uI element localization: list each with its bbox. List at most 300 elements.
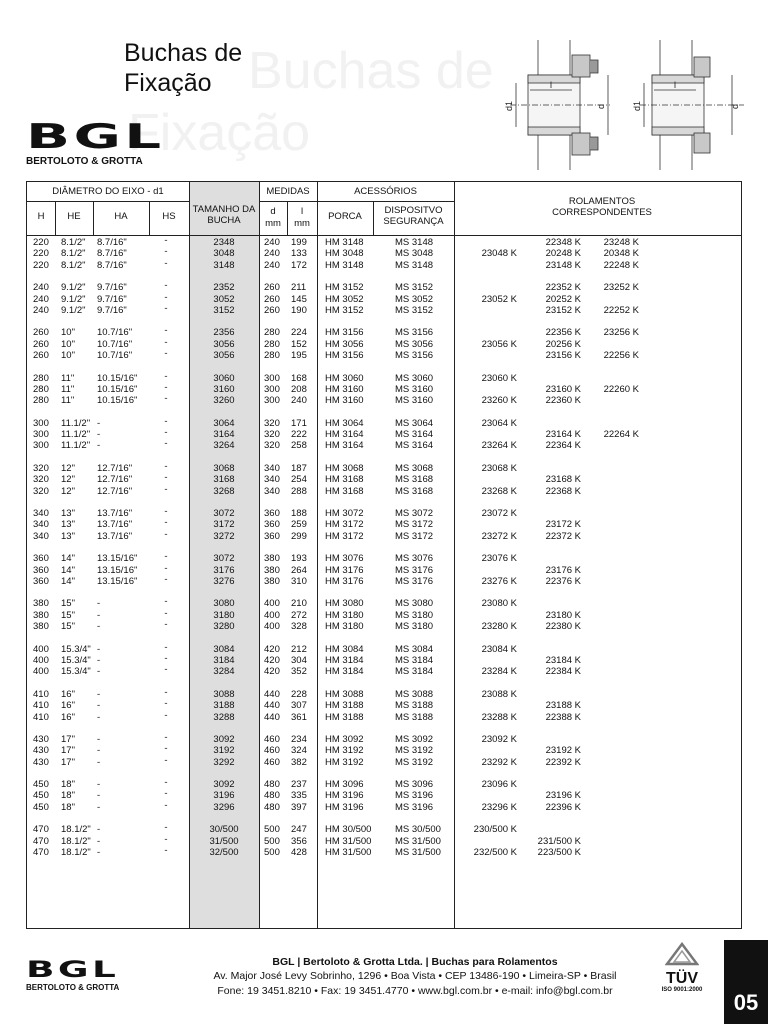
cell-l: 188 [291, 508, 307, 520]
cell-dispositivo: MS 3156 [395, 327, 434, 339]
cell-h: 400 [33, 654, 49, 666]
cell-rolamento-3: 22252 K [603, 304, 639, 316]
cell-ha: - [97, 654, 101, 666]
table-row [27, 257, 741, 271]
bushing-drawing [500, 35, 750, 175]
cell-d: 400 [264, 621, 280, 633]
cell-l: 224 [291, 327, 307, 339]
table-row [27, 553, 741, 564]
cell-rolamento-2: 23160 K [545, 383, 581, 395]
cell-d: 240 [264, 259, 280, 271]
cell-ha: 12.7/16" [97, 474, 133, 486]
cell-ha: 12.7/16" [97, 462, 133, 474]
cell-rolamento-2: 22360 K [545, 395, 581, 407]
cell-ha: 10.15/16" [97, 372, 138, 384]
header-diametro: DIÂMETRO DO EIXO - d1 [52, 186, 164, 197]
row-group [27, 824, 741, 858]
cell-hs: - [164, 460, 168, 472]
table-row [27, 237, 741, 248]
cell-h: 470 [33, 824, 49, 836]
cell-dispositivo: MS 3160 [395, 383, 434, 395]
cell-porca: HM 3068 [325, 462, 364, 474]
cell-d: 260 [264, 282, 280, 294]
cell-ha: - [97, 666, 101, 678]
row-group [27, 460, 741, 497]
cell-he: 15" [61, 621, 75, 633]
table-row [27, 291, 741, 305]
cell-he: 16" [61, 688, 75, 700]
cell-rolamento-3: 22260 K [603, 383, 639, 395]
cell-l: 228 [291, 688, 307, 700]
cell-ha: 13.15/16" [97, 553, 138, 565]
cell-rolamento-2: 23152 K [545, 304, 581, 316]
cell-hs: - [164, 257, 168, 269]
cell-tamanho: 30/500 [209, 824, 239, 836]
cell-he: 15.3/4" [61, 654, 91, 666]
footer-address: Av. Major José Levy Sobrinho, 1296 • Boa Vista • CEP 13486-190 • Limeira-SP • Brasil [213, 970, 617, 982]
cell-h: 240 [33, 282, 49, 294]
cell-rolamento-2: 23164 K [545, 429, 581, 441]
label-d-right: d [730, 103, 740, 109]
cell-he: 11" [61, 395, 75, 407]
cell-ha: 12.7/16" [97, 485, 133, 497]
table-row [27, 440, 741, 451]
cell-l: 212 [291, 643, 307, 655]
label-l-right: l [674, 80, 676, 90]
cell-rolamento-1: 23092 K [481, 733, 517, 745]
cell-d: 340 [264, 474, 280, 486]
cell-rolamento-1: 23080 K [481, 598, 517, 610]
cell-ha: 8.7/16" [97, 248, 127, 260]
cell-l: 152 [291, 338, 307, 350]
cell-l: 237 [291, 779, 307, 791]
cell-tamanho: 3272 [213, 530, 235, 542]
cell-d: 400 [264, 609, 280, 621]
cell-d: 300 [264, 383, 280, 395]
cell-h: 320 [33, 474, 49, 486]
table-row [27, 847, 741, 858]
header-he: HE [67, 211, 81, 222]
cell-l: 208 [291, 383, 307, 395]
cell-ha: - [97, 790, 101, 802]
cell-dispositivo: MS 3192 [395, 756, 434, 768]
table-row [27, 460, 741, 474]
cell-he: 9.1/2" [61, 304, 86, 316]
cell-he: 11.1/2" [61, 440, 91, 452]
cell-porca: HM 3188 [325, 711, 364, 723]
cell-rolamento-1: 232/500 K [473, 847, 517, 859]
table-row [27, 745, 741, 756]
cell-l: 324 [291, 745, 307, 757]
cell-porca: HM 3060 [325, 372, 364, 384]
cell-porca: HM 3064 [325, 417, 364, 429]
cell-d: 260 [264, 304, 280, 316]
cell-tamanho: 3276 [213, 575, 235, 587]
cell-dispositivo: MS 3092 [395, 733, 434, 745]
cell-tamanho: 3284 [213, 666, 235, 678]
cell-rolamento-2: 20256 K [545, 338, 581, 350]
cell-dispositivo: MS 3164 [395, 429, 434, 441]
cell-porca: HM 3056 [325, 338, 364, 350]
cell-h: 470 [33, 847, 49, 859]
cell-l: 247 [291, 824, 307, 836]
cell-porca: HM 3096 [325, 779, 364, 791]
cell-he: 16" [61, 711, 75, 723]
cell-tamanho: 3180 [213, 609, 235, 621]
cell-d: 480 [264, 779, 280, 791]
cell-he: 9.1/2" [61, 282, 86, 294]
table-row [27, 621, 741, 632]
header-ha: HA [114, 211, 128, 222]
cell-hs: - [164, 743, 168, 755]
cell-h: 300 [33, 440, 49, 452]
row-group [27, 282, 741, 316]
cell-d: 400 [264, 598, 280, 610]
cell-tamanho: 3196 [213, 790, 235, 802]
logo-brand: BGL [26, 117, 165, 157]
cell-l: 356 [291, 835, 307, 847]
cell-d: 300 [264, 395, 280, 407]
cell-tamanho: 3092 [213, 779, 235, 791]
cell-porca: HM 3192 [325, 745, 364, 757]
table-row [27, 508, 741, 519]
cell-h: 260 [33, 350, 49, 362]
cell-tamanho: 3148 [213, 259, 235, 271]
cell-h: 360 [33, 553, 49, 565]
cell-rolamento-2: 22380 K [545, 621, 581, 633]
cell-l: 258 [291, 440, 307, 452]
cell-h: 320 [33, 485, 49, 497]
cell-d: 420 [264, 643, 280, 655]
header-porca: PORCA [328, 211, 362, 222]
cell-porca: HM 3164 [325, 440, 364, 452]
cell-d: 500 [264, 847, 280, 859]
bgl-logo [26, 117, 165, 167]
cell-h: 430 [33, 733, 49, 745]
cell-d: 320 [264, 417, 280, 429]
cell-d: 340 [264, 485, 280, 497]
cell-d: 480 [264, 790, 280, 802]
cell-d: 460 [264, 756, 280, 768]
cell-l: 190 [291, 304, 307, 316]
cell-he: 14" [61, 575, 75, 587]
cell-ha: - [97, 824, 101, 836]
cell-l: 264 [291, 564, 307, 576]
cell-rolamento-1: 23048 K [481, 248, 517, 260]
cell-d: 280 [264, 327, 280, 339]
cell-tamanho: 3260 [213, 395, 235, 407]
cell-d: 280 [264, 338, 280, 350]
logo-brand-footer: BGL [26, 958, 120, 983]
cell-rolamento-1: 23064 K [481, 417, 517, 429]
cell-tamanho: 3264 [213, 440, 235, 452]
cell-d: 280 [264, 350, 280, 362]
cell-ha: 9.7/16" [97, 304, 127, 316]
header-acessorios: ACESSÓRIOS [354, 186, 417, 197]
label-d-left: d [596, 103, 606, 109]
cell-he: 17" [61, 733, 75, 745]
iso-label: ISO 9001:2000 [661, 987, 703, 993]
cell-tamanho: 3152 [213, 304, 235, 316]
cell-hs: - [164, 506, 168, 518]
cell-d: 440 [264, 688, 280, 700]
cell-h: 410 [33, 688, 49, 700]
cell-h: 430 [33, 756, 49, 768]
header-tamanho: TAMANHO DA BUCHA [192, 204, 256, 226]
cell-tamanho: 3176 [213, 564, 235, 576]
cell-dispositivo: MS 3188 [395, 711, 434, 723]
cell-ha: - [97, 417, 101, 429]
cell-d: 480 [264, 801, 280, 813]
cell-he: 18.1/2" [61, 824, 91, 836]
cell-h: 220 [33, 248, 49, 260]
cell-he: 13" [61, 508, 75, 520]
cell-rolamento-1: 23280 K [481, 621, 517, 633]
title-watermark-line2: Fixação [128, 104, 311, 162]
cell-hs: - [164, 370, 168, 382]
table-row [27, 652, 741, 666]
cell-l: 382 [291, 756, 307, 768]
cell-porca: HM 3160 [325, 383, 364, 395]
row-group [27, 641, 741, 678]
cell-ha: 13.7/16" [97, 530, 133, 542]
cell-h: 360 [33, 564, 49, 576]
cell-hs: - [164, 709, 168, 721]
cell-dispositivo: MS 3184 [395, 654, 434, 666]
cell-dispositivo: MS 3080 [395, 598, 434, 610]
cell-l: 299 [291, 530, 307, 542]
cell-rolamento-2: 23192 K [545, 745, 581, 757]
cell-h: 340 [33, 519, 49, 531]
page-number: 05 [733, 990, 759, 1015]
cell-rolamento-1: 23268 K [481, 485, 517, 497]
cell-h: 340 [33, 530, 49, 542]
cell-rolamento-1: 23068 K [481, 462, 517, 474]
cell-hs: - [164, 528, 168, 540]
cell-ha: 13.7/16" [97, 519, 133, 531]
cell-porca: HM 3172 [325, 519, 364, 531]
cell-l: 335 [291, 790, 307, 802]
header-d-unit: mm [265, 218, 281, 229]
cell-tamanho: 3072 [213, 508, 235, 520]
cell-l: 222 [291, 429, 307, 441]
cell-porca: HM 3188 [325, 700, 364, 712]
cell-l: 133 [291, 248, 307, 260]
grid-line [27, 235, 741, 236]
cell-d: 420 [264, 654, 280, 666]
cell-rolamento-2: 23180 K [545, 609, 581, 621]
cell-rolamento-3: 20348 K [603, 248, 639, 260]
footer-company: BGL | Bertoloto & Grotta Ltda. | Buchas para Rolamentos [272, 956, 558, 968]
table-row [27, 415, 741, 429]
logo-subtitle-footer: BERTOLOTO & GROTTA [26, 983, 120, 992]
cell-dispositivo: MS 3060 [395, 372, 434, 384]
cell-rolamento-2: 22348 K [545, 237, 581, 248]
cell-hs: - [164, 652, 168, 664]
cell-dispositivo: MS 3068 [395, 462, 434, 474]
row-group [27, 327, 741, 361]
table-row [27, 666, 741, 677]
cell-he: 14" [61, 553, 75, 565]
cell-porca: HM 3184 [325, 654, 364, 666]
footer-contact: Fone: 19 3451.8210 • Fax: 19 3451.4770 • www.bgl.com.br • e-mail: info@bgl.com.br [217, 985, 613, 997]
cell-d: 360 [264, 530, 280, 542]
cell-he: 11" [61, 383, 75, 395]
table-row [27, 824, 741, 835]
table-row [27, 528, 741, 542]
cell-he: 8.1/2" [61, 248, 86, 260]
cell-rolamento-3: 23252 K [603, 282, 639, 294]
cell-dispositivo: MS 3052 [395, 293, 434, 305]
cell-l: 397 [291, 801, 307, 813]
cell-ha: - [97, 847, 101, 859]
table-row [27, 474, 741, 485]
cell-rolamento-1: 23056 K [481, 338, 517, 350]
cell-tamanho: 3064 [213, 417, 235, 429]
cell-h: 280 [33, 383, 49, 395]
cell-hs: - [164, 415, 168, 427]
cell-he: 18.1/2" [61, 847, 91, 859]
cell-tamanho: 3188 [213, 700, 235, 712]
cell-d: 420 [264, 666, 280, 678]
cell-rolamento-2: 23184 K [545, 654, 581, 666]
cell-dispositivo: MS 3056 [395, 338, 434, 350]
cell-h: 450 [33, 790, 49, 802]
table-row [27, 607, 741, 621]
cell-dispositivo: MS 3088 [395, 688, 434, 700]
cell-h: 280 [33, 372, 49, 384]
table-row [27, 686, 741, 700]
cell-he: 18" [61, 790, 75, 802]
cell-rolamento-1: 23272 K [481, 530, 517, 542]
cell-rolamento-1: 23288 K [481, 711, 517, 723]
cell-rolamento-2: 22368 K [545, 485, 581, 497]
cell-l: 288 [291, 485, 307, 497]
cell-tamanho: 3068 [213, 462, 235, 474]
cell-tamanho: 3048 [213, 248, 235, 260]
cell-l: 352 [291, 666, 307, 678]
table-row [27, 395, 741, 406]
cell-dispositivo: MS 3064 [395, 417, 434, 429]
table-row [27, 282, 741, 293]
cell-tamanho: 3280 [213, 621, 235, 633]
table-row [27, 350, 741, 361]
page-title-line1: Buchas de [124, 39, 243, 67]
table-row [27, 799, 741, 813]
cell-dispositivo: MS 3196 [395, 801, 434, 813]
cell-dispositivo: MS 3176 [395, 564, 434, 576]
row-group [27, 370, 741, 407]
cell-porca: HM 3048 [325, 248, 364, 260]
cell-ha: 13.7/16" [97, 508, 133, 520]
cell-h: 410 [33, 711, 49, 723]
row-group [27, 553, 741, 587]
cell-rolamento-1: 23096 K [481, 779, 517, 791]
cell-tamanho: 2356 [213, 327, 235, 339]
cell-d: 500 [264, 835, 280, 847]
cell-tamanho: 3292 [213, 756, 235, 768]
cell-rolamento-3: 23256 K [603, 327, 639, 339]
cell-hs: - [164, 607, 168, 619]
cell-he: 15" [61, 609, 75, 621]
cell-h: 300 [33, 429, 49, 441]
cell-he: 18" [61, 779, 75, 791]
cell-dispositivo: MS 3184 [395, 666, 434, 678]
table-row [27, 598, 741, 609]
cell-hs: - [164, 336, 168, 348]
cell-tamanho: 3060 [213, 372, 235, 384]
cell-ha: 13.15/16" [97, 575, 138, 587]
table-row [27, 336, 741, 350]
cell-h: 260 [33, 338, 49, 350]
cell-porca: HM 3148 [325, 259, 364, 271]
cell-porca: HM 3160 [325, 395, 364, 407]
cell-ha: - [97, 598, 101, 610]
cell-tamanho: 3092 [213, 733, 235, 745]
cell-rolamento-2: 20252 K [545, 293, 581, 305]
row-group [27, 415, 741, 452]
cell-d: 320 [264, 440, 280, 452]
table-row [27, 327, 741, 338]
cell-d: 320 [264, 429, 280, 441]
cell-tamanho: 3164 [213, 429, 235, 441]
cell-l: 254 [291, 474, 307, 486]
cell-ha: 10.15/16" [97, 395, 138, 407]
cell-porca: HM 3072 [325, 508, 364, 520]
cell-d: 460 [264, 745, 280, 757]
cell-tamanho: 3160 [213, 383, 235, 395]
cell-d: 360 [264, 519, 280, 531]
cell-h: 340 [33, 508, 49, 520]
cell-ha: 9.7/16" [97, 282, 127, 294]
cell-tamanho: 3296 [213, 801, 235, 813]
cell-porca: HM 3196 [325, 790, 364, 802]
cell-he: 11" [61, 372, 75, 384]
cell-porca: HM 3180 [325, 609, 364, 621]
cell-hs: - [164, 551, 168, 563]
table-row [27, 833, 741, 847]
cell-tamanho: 3056 [213, 338, 235, 350]
cell-rolamento-2: 23172 K [545, 519, 581, 531]
cell-he: 17" [61, 756, 75, 768]
cell-h: 380 [33, 609, 49, 621]
cell-h: 360 [33, 575, 49, 587]
cell-hs: - [164, 483, 168, 495]
tuv-triangle-icon [665, 942, 699, 966]
cell-tamanho: 3052 [213, 293, 235, 305]
cell-rolamento-1: 23276 K [481, 575, 517, 587]
cell-porca: HM 3080 [325, 598, 364, 610]
cell-he: 10" [61, 327, 75, 339]
cell-h: 400 [33, 666, 49, 678]
cell-rolamento-2: 231/500 K [537, 835, 581, 847]
cell-d: 240 [264, 248, 280, 260]
cell-hs: - [164, 427, 168, 439]
cell-he: 15" [61, 598, 75, 610]
cell-he: 8.1/2" [61, 237, 86, 248]
cell-dispositivo: MS 3160 [395, 395, 434, 407]
cell-l: 240 [291, 395, 307, 407]
cell-dispositivo: MS 3048 [395, 248, 434, 260]
cell-l: 272 [291, 609, 307, 621]
row-group [27, 731, 741, 768]
cell-d: 440 [264, 711, 280, 723]
cell-rolamento-1: 23052 K [481, 293, 517, 305]
cell-dispositivo: MS 3148 [395, 237, 434, 248]
cell-hs: - [164, 619, 168, 631]
cell-tamanho: 3168 [213, 474, 235, 486]
cell-hs: - [164, 381, 168, 393]
